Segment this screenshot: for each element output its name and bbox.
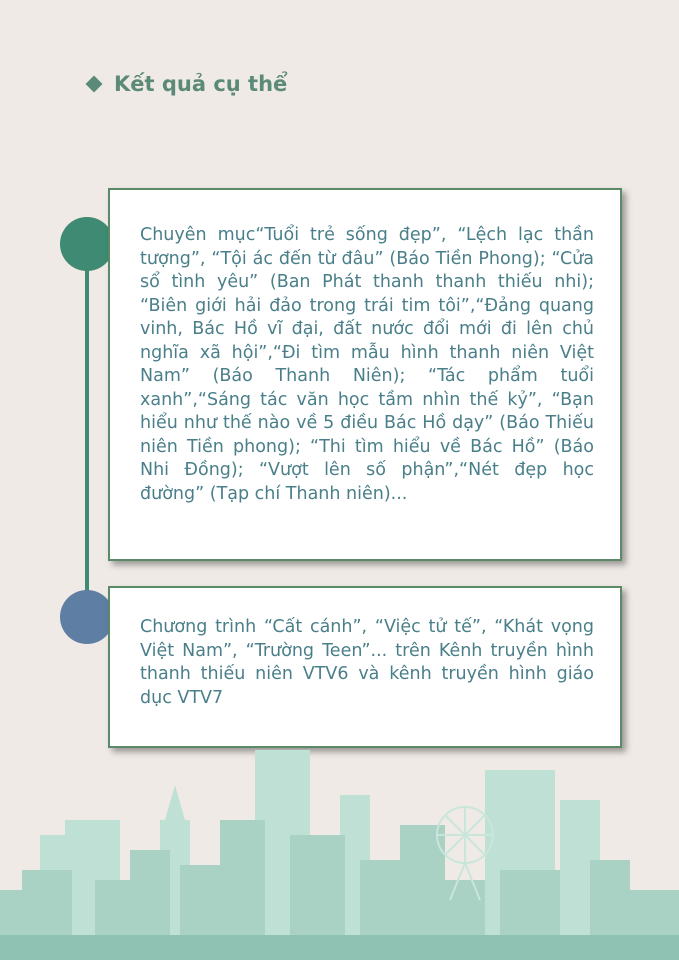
result-card-1	[108, 188, 622, 561]
result-card-2	[108, 586, 622, 748]
diamond-icon	[86, 76, 103, 93]
heading-text: Kết quả cụ thể	[114, 72, 288, 96]
result-card-1-text: Chuyên mục“Tuổi trẻ sống đẹp”, “Lệch lạc thần tượng”, “Tội ác đến từ đâu” (Báo Tiền Phong); “Cửa sổ tình yêu” (Ban Phát thanh thanh thiếu nhi); “Biên giới hải đảo trong trái tim tôi”,“Đảng quang vinh, Bác Hồ vĩ đại, đất nước đổi mới đi lên chủ nghĩa xã hội”,“Đi tìm mẫu hình thanh niên Việt Nam” (Báo Thanh Niên); “Tác phẩm tuổi xanh”,“Sáng tác văn học tầm nhìn thế kỷ”, “Bạn hiểu như thế nào về 5 điều Bác Hồ dạy” (Báo Thiếu niên Tiền phong); “Thi tìm hiểu về Bác Hồ” (Báo Nhi Đồng); “Vượt lên số phận”,“Nét đẹp học đường” (Tạp chí Thanh niên)...	[140, 225, 594, 504]
timeline-dot-1	[60, 217, 114, 271]
city-skyline-illustration	[0, 740, 679, 960]
result-card-2-text: Chương trình “Cất cánh”, “Việc tử tế”, “Khát vọng Việt Nam”, “Trường Teen”... trên Kênh truyền hình thanh thiếu niên VTV6 và kênh truyền hình giáo dục VTV7	[140, 617, 594, 708]
timeline-line	[85, 245, 89, 615]
section-heading	[88, 72, 287, 96]
timeline-dot-2	[60, 590, 114, 644]
